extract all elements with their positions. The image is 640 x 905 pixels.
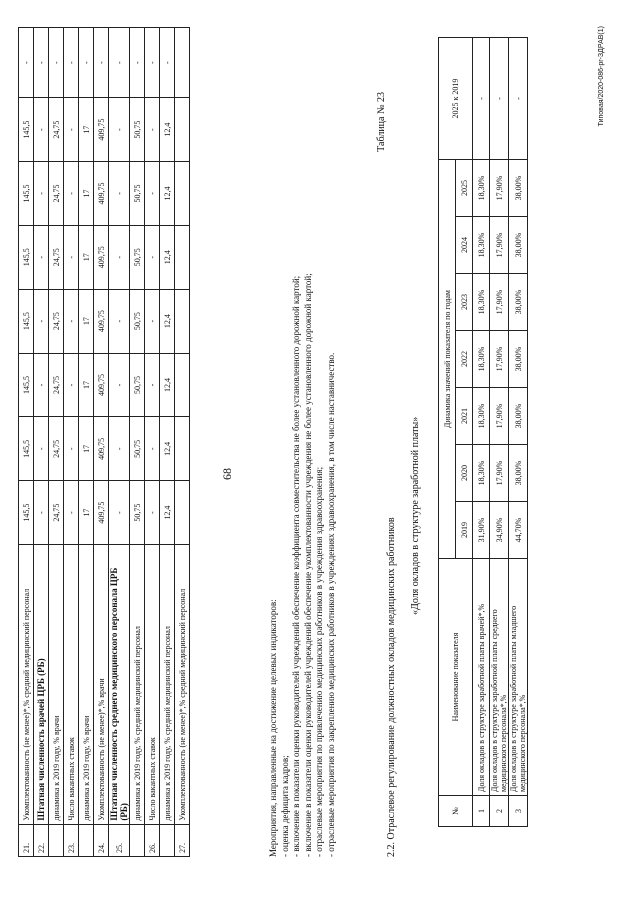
row-value: -: [109, 417, 130, 481]
row-value: 18,30%: [473, 331, 490, 388]
salary-share-table: [438, 37, 528, 827]
row-ratio: -: [509, 38, 528, 160]
row-value: 38,00%: [509, 160, 528, 217]
measures-heading: Мероприятия, направленные на достижение целевых индикаторов:: [268, 599, 278, 857]
row-last-value: -: [130, 28, 145, 98]
page-number: 68: [220, 468, 234, 480]
table-row: [109, 28, 130, 857]
row-value: -: [64, 98, 79, 162]
row-value: [175, 289, 190, 353]
row-value: 17: [79, 481, 94, 545]
header-name: Наименование показателя: [439, 559, 473, 796]
row-value: 24,75: [49, 353, 64, 417]
row-last-value: -: [64, 28, 79, 98]
measures-block: [268, 37, 337, 857]
row-value: -: [109, 162, 130, 226]
row-last-value: -: [145, 28, 160, 98]
header-year: 2024: [456, 217, 473, 274]
row-value: -: [145, 98, 160, 162]
row-number: 2: [490, 796, 509, 827]
row-value: -: [109, 289, 130, 353]
row-number: 25.: [109, 824, 130, 856]
row-value: 12,4: [160, 353, 175, 417]
header-year: 2019: [456, 502, 473, 559]
header-num: №: [439, 796, 473, 827]
row-value: -: [64, 481, 79, 545]
row-value: -: [109, 98, 130, 162]
row-name: Укомплектованность (не менее)*,% врачи: [94, 545, 109, 824]
row-name: Число вакантных ставок: [145, 545, 160, 824]
row-value: 24,75: [49, 417, 64, 481]
row-value: -: [34, 417, 49, 481]
row-name: динамика к 2019 году, % врачи: [79, 545, 94, 824]
row-name: Укомплектованность (не менее)*,% средний медицинский персонал: [19, 545, 34, 824]
row-value: 38,00%: [509, 388, 528, 445]
row-name: Штатная численность среднего медицинского персонала ЦРБ (РБ): [109, 545, 130, 824]
header-dynamics: Динамика значений показателя по годам: [439, 160, 456, 559]
row-value: 24,75: [49, 98, 64, 162]
row-value: 17: [79, 225, 94, 289]
row-value: 145,5: [19, 417, 34, 481]
row-value: 17: [79, 98, 94, 162]
row-number: 3: [509, 796, 528, 827]
row-value: 12,4: [160, 162, 175, 226]
row-value: -: [64, 353, 79, 417]
row-value: 38,00%: [509, 331, 528, 388]
row-value: 18,30%: [473, 388, 490, 445]
row-value: 17,90%: [490, 217, 509, 274]
header-ratio: 2025 к 2019: [439, 38, 473, 160]
row-value: 50,75: [130, 162, 145, 226]
row-value: 12,4: [160, 417, 175, 481]
row-value: 38,00%: [509, 274, 528, 331]
row-value: -: [64, 417, 79, 481]
row-value: 50,75: [130, 289, 145, 353]
row-number: 22.: [34, 824, 49, 856]
row-name: Доля окладов в структуре заработной платы врачей*,%: [473, 559, 490, 796]
row-value: 409,75: [94, 289, 109, 353]
row-number: [79, 824, 94, 856]
measures-item: - отраслевые мероприятия по привлечению медицинских работников в учреждения здравоохранения;: [314, 466, 324, 857]
row-value: -: [34, 481, 49, 545]
row-name: Доля окладов в структуре заработной платы младшего медицинского персонала*,%: [509, 559, 528, 796]
row-value: 17,90%: [490, 160, 509, 217]
row-ratio: -: [473, 38, 490, 160]
row-value: 12,4: [160, 225, 175, 289]
table-row: [49, 28, 64, 857]
table-row: [79, 28, 94, 857]
measures-item: - включение в показатели оценки руководителей учреждений обеспечение укомплектованности учреждения не более установленного дорожной картой;: [302, 273, 313, 857]
row-number: [130, 824, 145, 856]
row-value: -: [34, 289, 49, 353]
row-value: -: [109, 225, 130, 289]
row-number: 26.: [145, 824, 160, 856]
row-value: 34,90%: [490, 502, 509, 559]
row-value: 145,5: [19, 98, 34, 162]
row-value: [175, 162, 190, 226]
row-value: -: [145, 481, 160, 545]
row-value: 38,00%: [509, 445, 528, 502]
row-value: 17,90%: [490, 274, 509, 331]
header-year: 2023: [456, 274, 473, 331]
measures-item: - включение в показатели оценки руководителей учреждений обеспечение коэффициента совместительства не более установленного дорожной картой;: [291, 275, 301, 857]
row-name: Доля окладов в структуре заработной платы среднего медицинского персонала*,%: [490, 559, 509, 796]
table-caption: Таблица № 23: [376, 92, 387, 152]
header-year: 2022: [456, 331, 473, 388]
row-last-value: -: [160, 28, 175, 98]
row-value: [175, 225, 190, 289]
row-value: -: [34, 98, 49, 162]
document-code: Типовая/2020-086-pr-ЗДРАВ(1): [598, 26, 605, 127]
measures-item: - оценка дефицита кадров;: [279, 755, 290, 857]
row-value: -: [34, 353, 49, 417]
row-value: 18,30%: [473, 160, 490, 217]
row-value: 44,70%: [509, 502, 528, 559]
table-row: [130, 28, 145, 857]
header-year: 2021: [456, 388, 473, 445]
row-last-value: [175, 28, 190, 98]
row-ratio: -: [490, 38, 509, 160]
table-row: [145, 28, 160, 857]
table-row: [94, 28, 109, 857]
row-value: 145,5: [19, 225, 34, 289]
row-value: 31,90%: [473, 502, 490, 559]
table-row: [19, 28, 34, 857]
row-value: -: [145, 289, 160, 353]
row-value: -: [64, 225, 79, 289]
row-value: 17: [79, 162, 94, 226]
table2-title: «Доля окладов в структуре заработной платы»: [410, 416, 421, 615]
row-value: 409,75: [94, 162, 109, 226]
row-last-value: -: [19, 28, 34, 98]
row-last-value: -: [109, 28, 130, 98]
row-name: Число вакантных ставок: [64, 545, 79, 824]
row-value: -: [64, 289, 79, 353]
header-year: 2020: [456, 445, 473, 502]
section-title: 2.2. Отраслевое регулирование должностных окладов медицинских работников: [386, 517, 397, 857]
row-value: [175, 481, 190, 545]
row-value: 145,5: [19, 481, 34, 545]
row-value: 50,75: [130, 481, 145, 545]
staffing-table: [18, 27, 190, 857]
row-value: 145,5: [19, 289, 34, 353]
row-value: 17: [79, 289, 94, 353]
row-value: 17: [79, 353, 94, 417]
row-value: 50,75: [130, 225, 145, 289]
row-value: -: [109, 481, 130, 545]
row-name: динамика к 2019 году, % средний медицинский персонал: [130, 545, 145, 824]
row-value: 145,5: [19, 162, 34, 226]
row-last-value: -: [49, 28, 64, 98]
row-number: 21.: [19, 824, 34, 856]
row-value: 409,75: [94, 353, 109, 417]
table-row: [509, 38, 528, 827]
row-value: 24,75: [49, 162, 64, 226]
table-row: [160, 28, 175, 857]
row-number: 23.: [64, 824, 79, 856]
row-number: 27.: [175, 824, 190, 856]
row-number: [49, 824, 64, 856]
row-number: [160, 824, 175, 856]
row-value: 38,00%: [509, 217, 528, 274]
row-value: -: [145, 417, 160, 481]
row-name: динамика к 2019 году, % врачи: [49, 545, 64, 824]
row-value: -: [109, 353, 130, 417]
row-value: -: [34, 225, 49, 289]
row-value: 12,4: [160, 289, 175, 353]
row-value: 12,4: [160, 98, 175, 162]
table-row: [34, 28, 49, 857]
row-value: 409,75: [94, 481, 109, 545]
row-value: 24,75: [49, 481, 64, 545]
table-row: [175, 28, 190, 857]
row-value: 145,5: [19, 353, 34, 417]
row-value: 17,90%: [490, 388, 509, 445]
table-row: [490, 38, 509, 827]
row-value: 409,75: [94, 417, 109, 481]
row-name: Укомплектованность (не менее)*,% средний медицинский персонал: [175, 545, 190, 824]
row-name: Штатная численность врачей ЦРБ (РБ): [34, 545, 49, 824]
row-last-value: -: [94, 28, 109, 98]
measures-item: - отраслевые мероприятия по закреплению медицинских работников в учреждениях здравоохранения, в том числе наставничество.: [325, 352, 336, 857]
row-last-value: -: [79, 28, 94, 98]
row-value: [175, 417, 190, 481]
row-value: 24,75: [49, 225, 64, 289]
row-name: динамика к 2019 году, % средний медицинский персонал: [160, 545, 175, 824]
row-number: 24.: [94, 824, 109, 856]
row-value: 17: [79, 417, 94, 481]
row-value: -: [145, 225, 160, 289]
row-value: [175, 98, 190, 162]
row-value: -: [34, 162, 49, 226]
row-value: 409,75: [94, 225, 109, 289]
row-value: -: [145, 353, 160, 417]
row-value: -: [64, 162, 79, 226]
row-number: 1: [473, 796, 490, 827]
row-value: 12,4: [160, 481, 175, 545]
row-value: 409,75: [94, 98, 109, 162]
row-value: 18,30%: [473, 445, 490, 502]
row-value: -: [145, 162, 160, 226]
row-value: 18,30%: [473, 217, 490, 274]
table-row: [473, 38, 490, 827]
row-value: 17,90%: [490, 445, 509, 502]
row-value: 24,75: [49, 289, 64, 353]
row-value: 50,75: [130, 98, 145, 162]
table-row: [64, 28, 79, 857]
header-year: 2025: [456, 160, 473, 217]
row-value: 50,75: [130, 417, 145, 481]
row-value: [175, 353, 190, 417]
row-last-value: -: [34, 28, 49, 98]
row-value: 18,30%: [473, 274, 490, 331]
row-value: 17,90%: [490, 331, 509, 388]
row-value: 50,75: [130, 353, 145, 417]
